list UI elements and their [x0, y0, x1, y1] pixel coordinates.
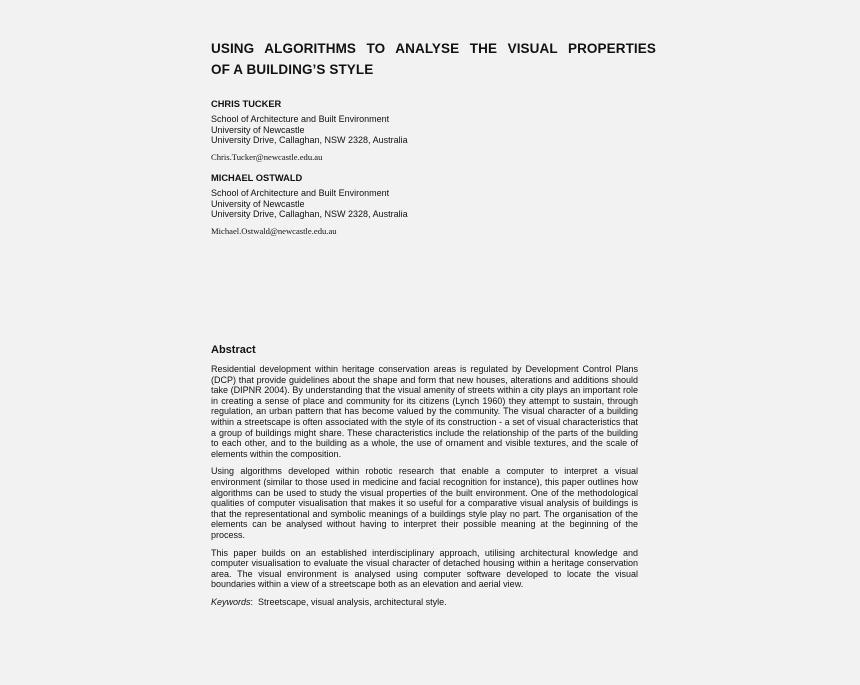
- abstract-paragraph-2: Using algorithms developed within robotic research that enable a computer to interpret a visual environment (similar to those used in medicine and facial recognition for instance), this paper outlines how algorithms can be used to study the visual properties of the built environment. One of the methodological qualities of computer visualisation that makes it so useful for a comparative visual analysis of buildings is that the representational and symbolic meanings of a buildings style play no part. The organisation of the elements can be analysed without having to interpret their possible meaning at the beginning of the process.: [211, 466, 638, 540]
- author-affiliation-address: University Drive, Callaghan, NSW 2328, Australia: [211, 135, 408, 146]
- author-email: Chris.Tucker@newcastle.edu.au: [211, 152, 323, 163]
- keywords-text: Streetscape, visual analysis, architectural style.: [258, 596, 447, 607]
- author-affiliation-university: University of Newcastle: [211, 124, 305, 135]
- paper-title-line-2: OF A BUILDING’S STYLE: [211, 62, 374, 77]
- author-affiliation-school: School of Architecture and Built Environment: [211, 187, 390, 198]
- keywords-line: [211, 597, 638, 608]
- author-affiliation-address: University Drive, Callaghan, NSW 2328, Australia: [211, 209, 408, 220]
- author-name: CHRIS TUCKER: [211, 99, 282, 109]
- keywords-label: Keywords: [211, 596, 251, 607]
- author-block-1: [211, 99, 641, 163]
- keywords-colon: :: [250, 596, 259, 607]
- paper-title-line-1: USING ALGORITHMS TO ANALYSE THE VISUAL PROPERTIES: [211, 41, 656, 56]
- abstract-paragraph-1: Residential development within heritage conservation areas is regulated by Development Control Plans (DCP) that provide guidelines about the shape and form that new houses, alterations and additions should take (DIPNR 2004). By understanding that the visual amenity of streets within a city plays an important role in creating a sense of place and community for its citizens (Lynch 1960) they attempt to sustain, through regulation, an urban pattern that has become valued by the community. The visual character of a building within a streetscape is often associated with the style of its construction - a set of visual characteristics that a group of buildings might share. These characteristics include the relationship of the parts of the building to each other, and to the building as a whole, the use of ornament and visible textures, and the scale of elements within the composition.: [211, 364, 638, 459]
- paper-title: [211, 38, 656, 80]
- author-block-2: [211, 173, 641, 237]
- abstract-paragraph-3: This paper builds on an established interdisciplinary approach, utilising architectural knowledge and computer visualisation to evaluate the visual character of detached housing within a heritage conservation area. The visual environment is analysed using computer software developed to locate the visual boundaries within a view of a streetscape both as an elevation and aerial view.: [211, 547, 638, 590]
- author-name: MICHAEL OSTWALD: [211, 173, 303, 183]
- abstract-section: [211, 344, 638, 614]
- author-affiliation-university: University of Newcastle: [211, 198, 305, 209]
- author-email: Michael.Ostwald@newcastle.edu.au: [211, 226, 337, 237]
- abstract-heading: Abstract: [211, 344, 256, 356]
- author-affiliation-school: School of Architecture and Built Environment: [211, 113, 390, 124]
